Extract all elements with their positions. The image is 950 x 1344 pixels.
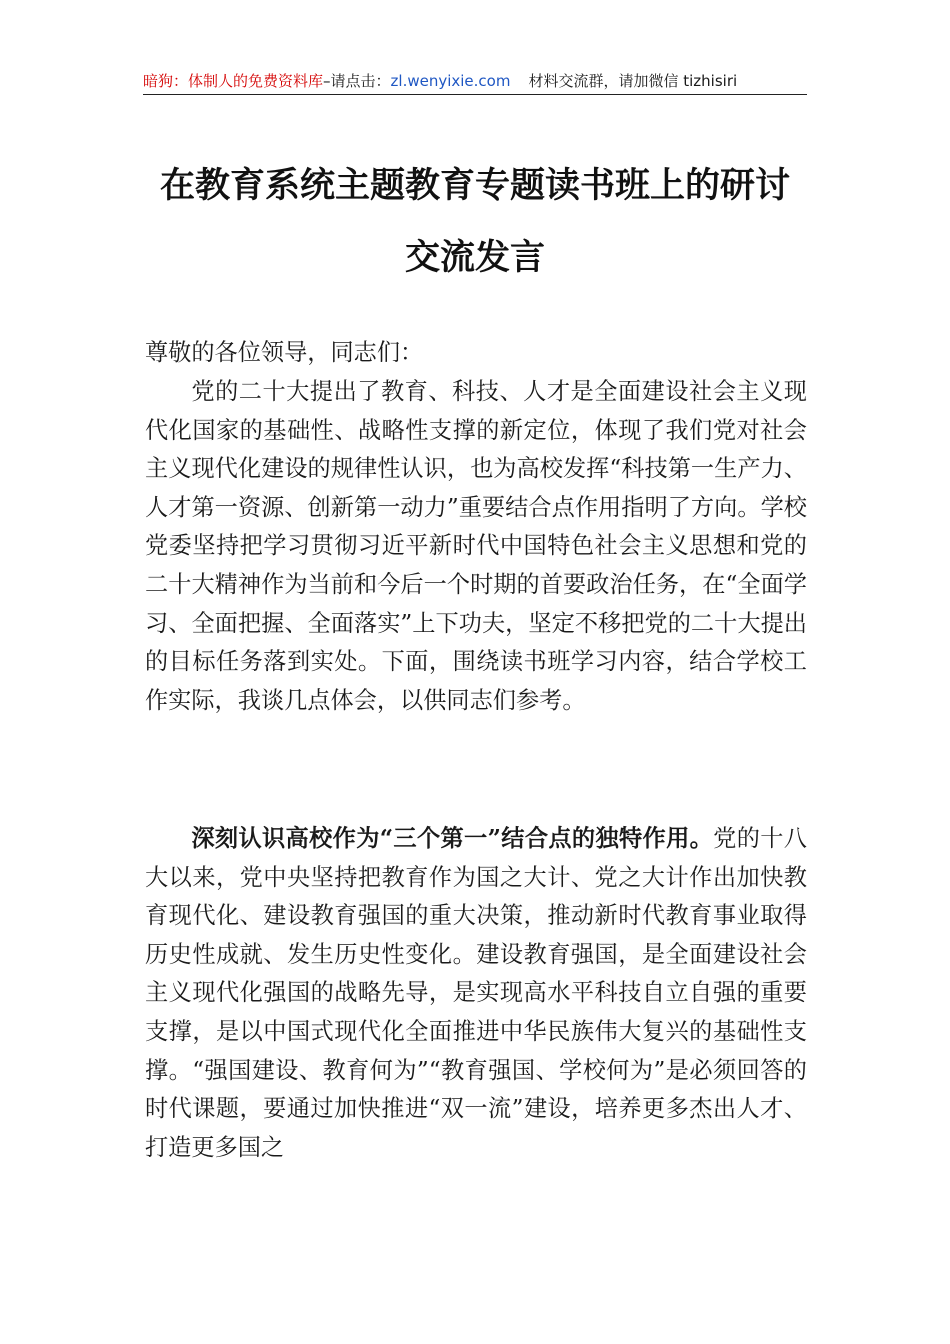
header-prompt: –请点击： bbox=[323, 72, 391, 90]
header-link[interactable]: zl.wenyixie.com bbox=[390, 72, 511, 90]
paragraph-section-1 bbox=[145, 820, 807, 1167]
header-site-name: 暗狗：体制人的免费资料库 bbox=[143, 72, 324, 90]
document-title-line-2: 交流发言 bbox=[404, 237, 545, 278]
section-1-body: 党的十八大以来，党中央坚持把教育作为国之大计、党之大计作出加快教育现代化、建设教育强国的重大决策，推动新时代教育事业取得历史性成就、发生历史性变化。建设教育强国，是全面建设社会主义现代化强国的战略先导，是实现高水平科技自立自强的重要支撑，是以中国式现代化全面推进中华民族伟大复兴的基础性支撑。“强国建设、教育何为”“教育强国、学校何为”是必须回答的时代课题，要通过加快推进“双一流”建设，培养更多杰出人才、打造更多国之 bbox=[145, 825, 807, 1161]
header-wechat-note: 材料交流群，请加微信 tizhisiri bbox=[528, 72, 738, 90]
header-divider bbox=[143, 94, 807, 95]
salutation: 尊敬的各位领导，同志们： bbox=[145, 339, 424, 366]
page-header bbox=[143, 70, 807, 92]
section-1-heading: 深刻认识高校作为“三个第一”结合点的独特作用。 bbox=[191, 825, 714, 852]
paragraph-intro: 党的二十大提出了教育、科技、人才是全面建设社会主义现代化国家的基础性、战略性支撑的新定位，体现了我们党对社会主义现代化建设的规律性认识，也为高校发挥“科技第一生产力、人才第一资源、创新第一动力”重要结合点作用指明了方向。学校党委坚持把学习贯彻习近平新时代中国特色社会主义思想和党的二十大精神作为当前和今后一个时期的首要政治任务，在“全面学习、全面把握、全面落实”上下功夫，坚定不移把党的二十大提出的目标任务落到实处。下面，围绕读书班学习内容，结合学校工作实际，我谈几点体会，以供同志们参考。 bbox=[145, 378, 807, 714]
document-title-line-1: 在教育系统主题教育专题读书班上的研讨 bbox=[159, 165, 790, 206]
